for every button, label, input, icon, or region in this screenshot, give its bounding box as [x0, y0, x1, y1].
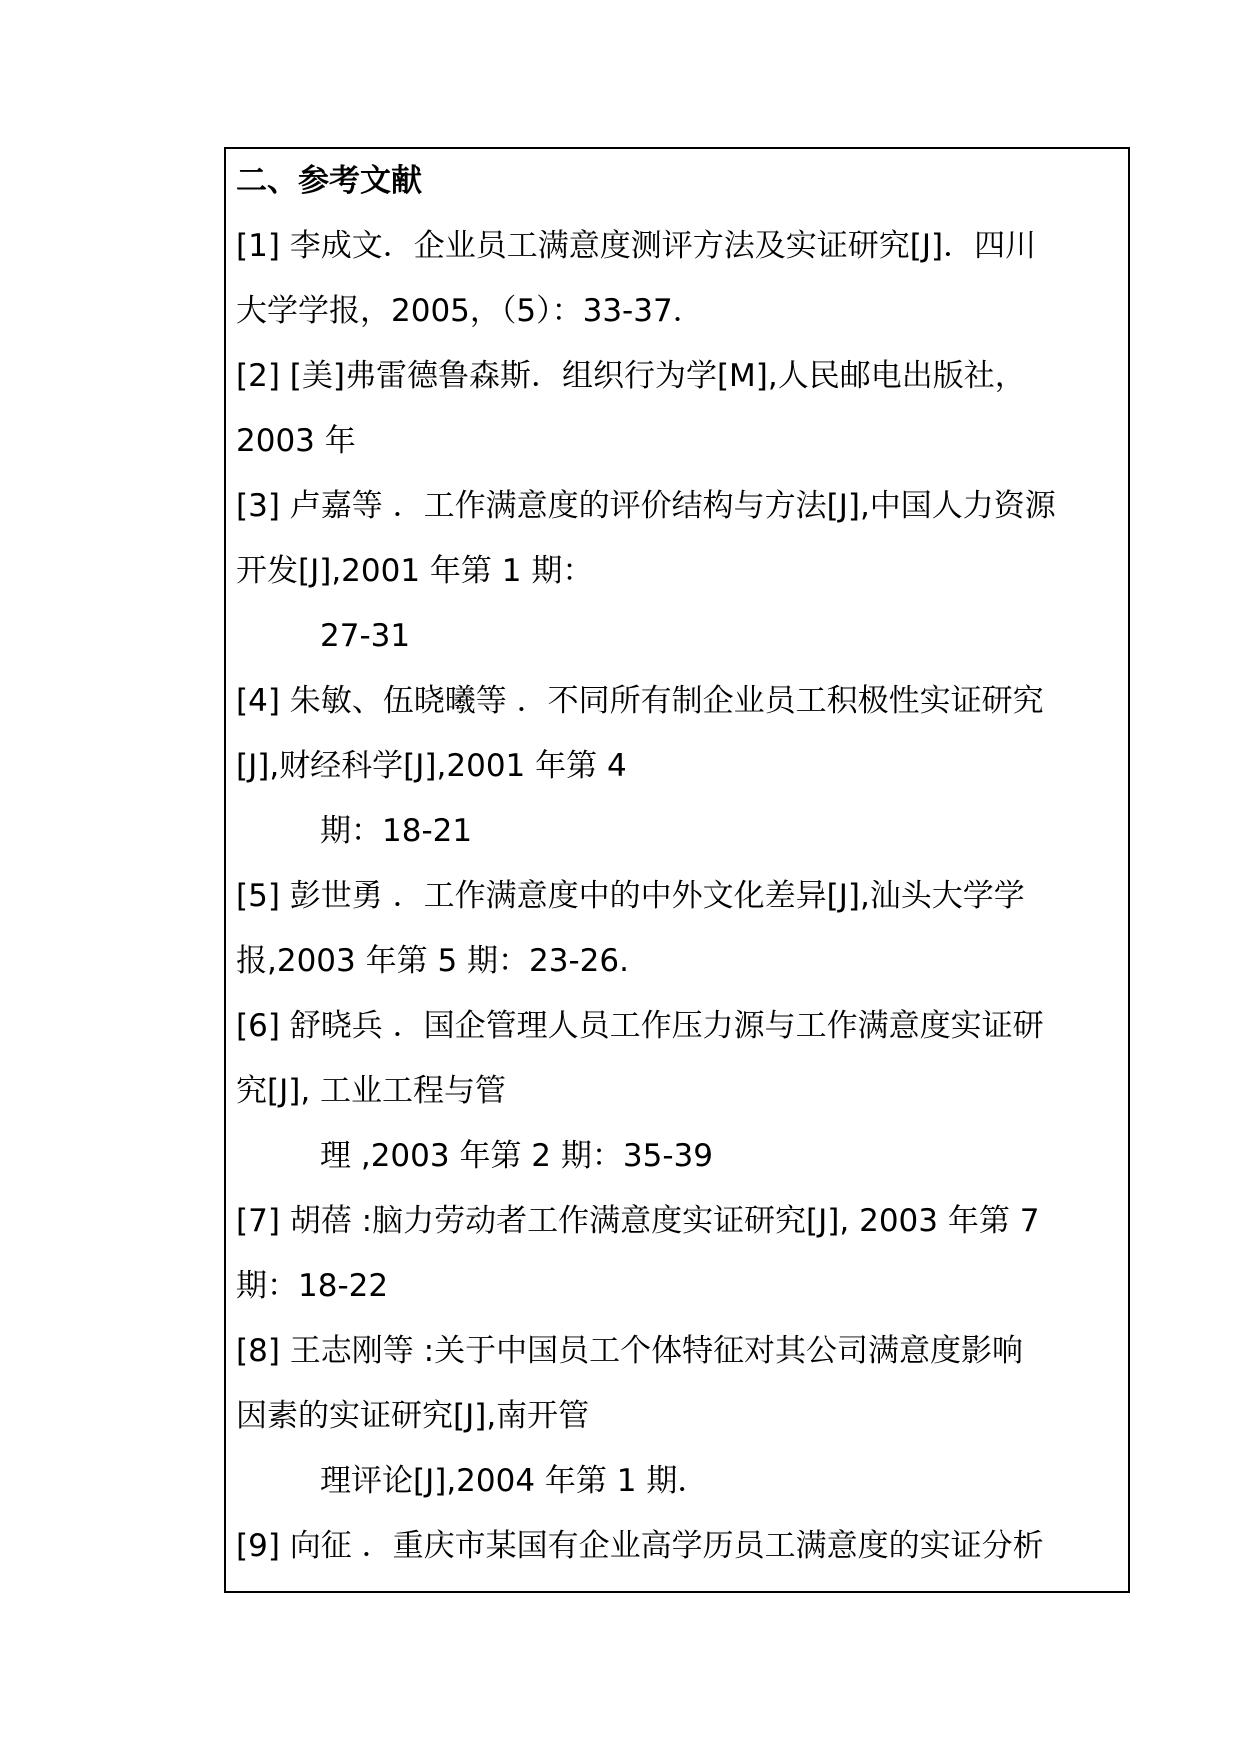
- reference-box: [224, 147, 1130, 1593]
- reference-line: [3] 卢嘉等 ．工作满意度的评价结构与方法[J],中国人力资源: [236, 488, 1056, 524]
- reference-line: 2003 年: [236, 423, 356, 459]
- reference-line: [7] 胡蓓 :脑力劳动者工作满意度实证研究[J], 2003 年第 7: [236, 1203, 1040, 1239]
- reference-line: 大学学报，2005，（5）：33-37．: [236, 293, 704, 329]
- reference-line: 因素的实证研究[J],南开管: [236, 1398, 590, 1434]
- reference-line: 期：18-21: [320, 813, 473, 849]
- reference-line: [4] 朱敏、伍晓曦等 ．不同所有制企业员工积极性实证研究: [236, 683, 1044, 719]
- reference-line: 27-31: [320, 618, 411, 654]
- reference-line: [1] 李成文．企业员工满意度测评方法及实证研究[J]．四川: [236, 228, 1037, 264]
- reference-line: 理 ,2003 年第 2 期：35-39: [320, 1138, 713, 1174]
- reference-line: [6] 舒晓兵 ．国企管理人员工作压力源与工作满意度实证研: [236, 1008, 1044, 1044]
- reference-line: [2] [美]弗雷德鲁森斯．组织行为学[M],人民邮电出版社，: [236, 358, 1026, 394]
- reference-line: [5] 彭世勇 ．工作满意度中的中外文化差异[J],汕头大学学: [236, 878, 1025, 914]
- reference-line: 究[J], 工业工程与管: [236, 1073, 507, 1109]
- reference-line: 理评论[J],2004 年第 1 期．: [320, 1463, 709, 1499]
- reference-line: 期：18-22: [236, 1268, 389, 1304]
- section-heading: 二、参考文献: [236, 163, 422, 199]
- reference-line: [9] 向征 ．重庆市某国有企业高学历员工满意度的实证分析: [236, 1528, 1044, 1564]
- reference-line: [8] 王志刚等 :关于中国员工个体特征对其公司满意度影响: [236, 1333, 1024, 1369]
- reference-line: 开发[J],2001 年第 1 期：: [236, 553, 594, 589]
- reference-line: 报,2003 年第 5 期：23-26.: [236, 943, 629, 979]
- reference-line: [J],财经科学[J],2001 年第 4: [236, 748, 627, 784]
